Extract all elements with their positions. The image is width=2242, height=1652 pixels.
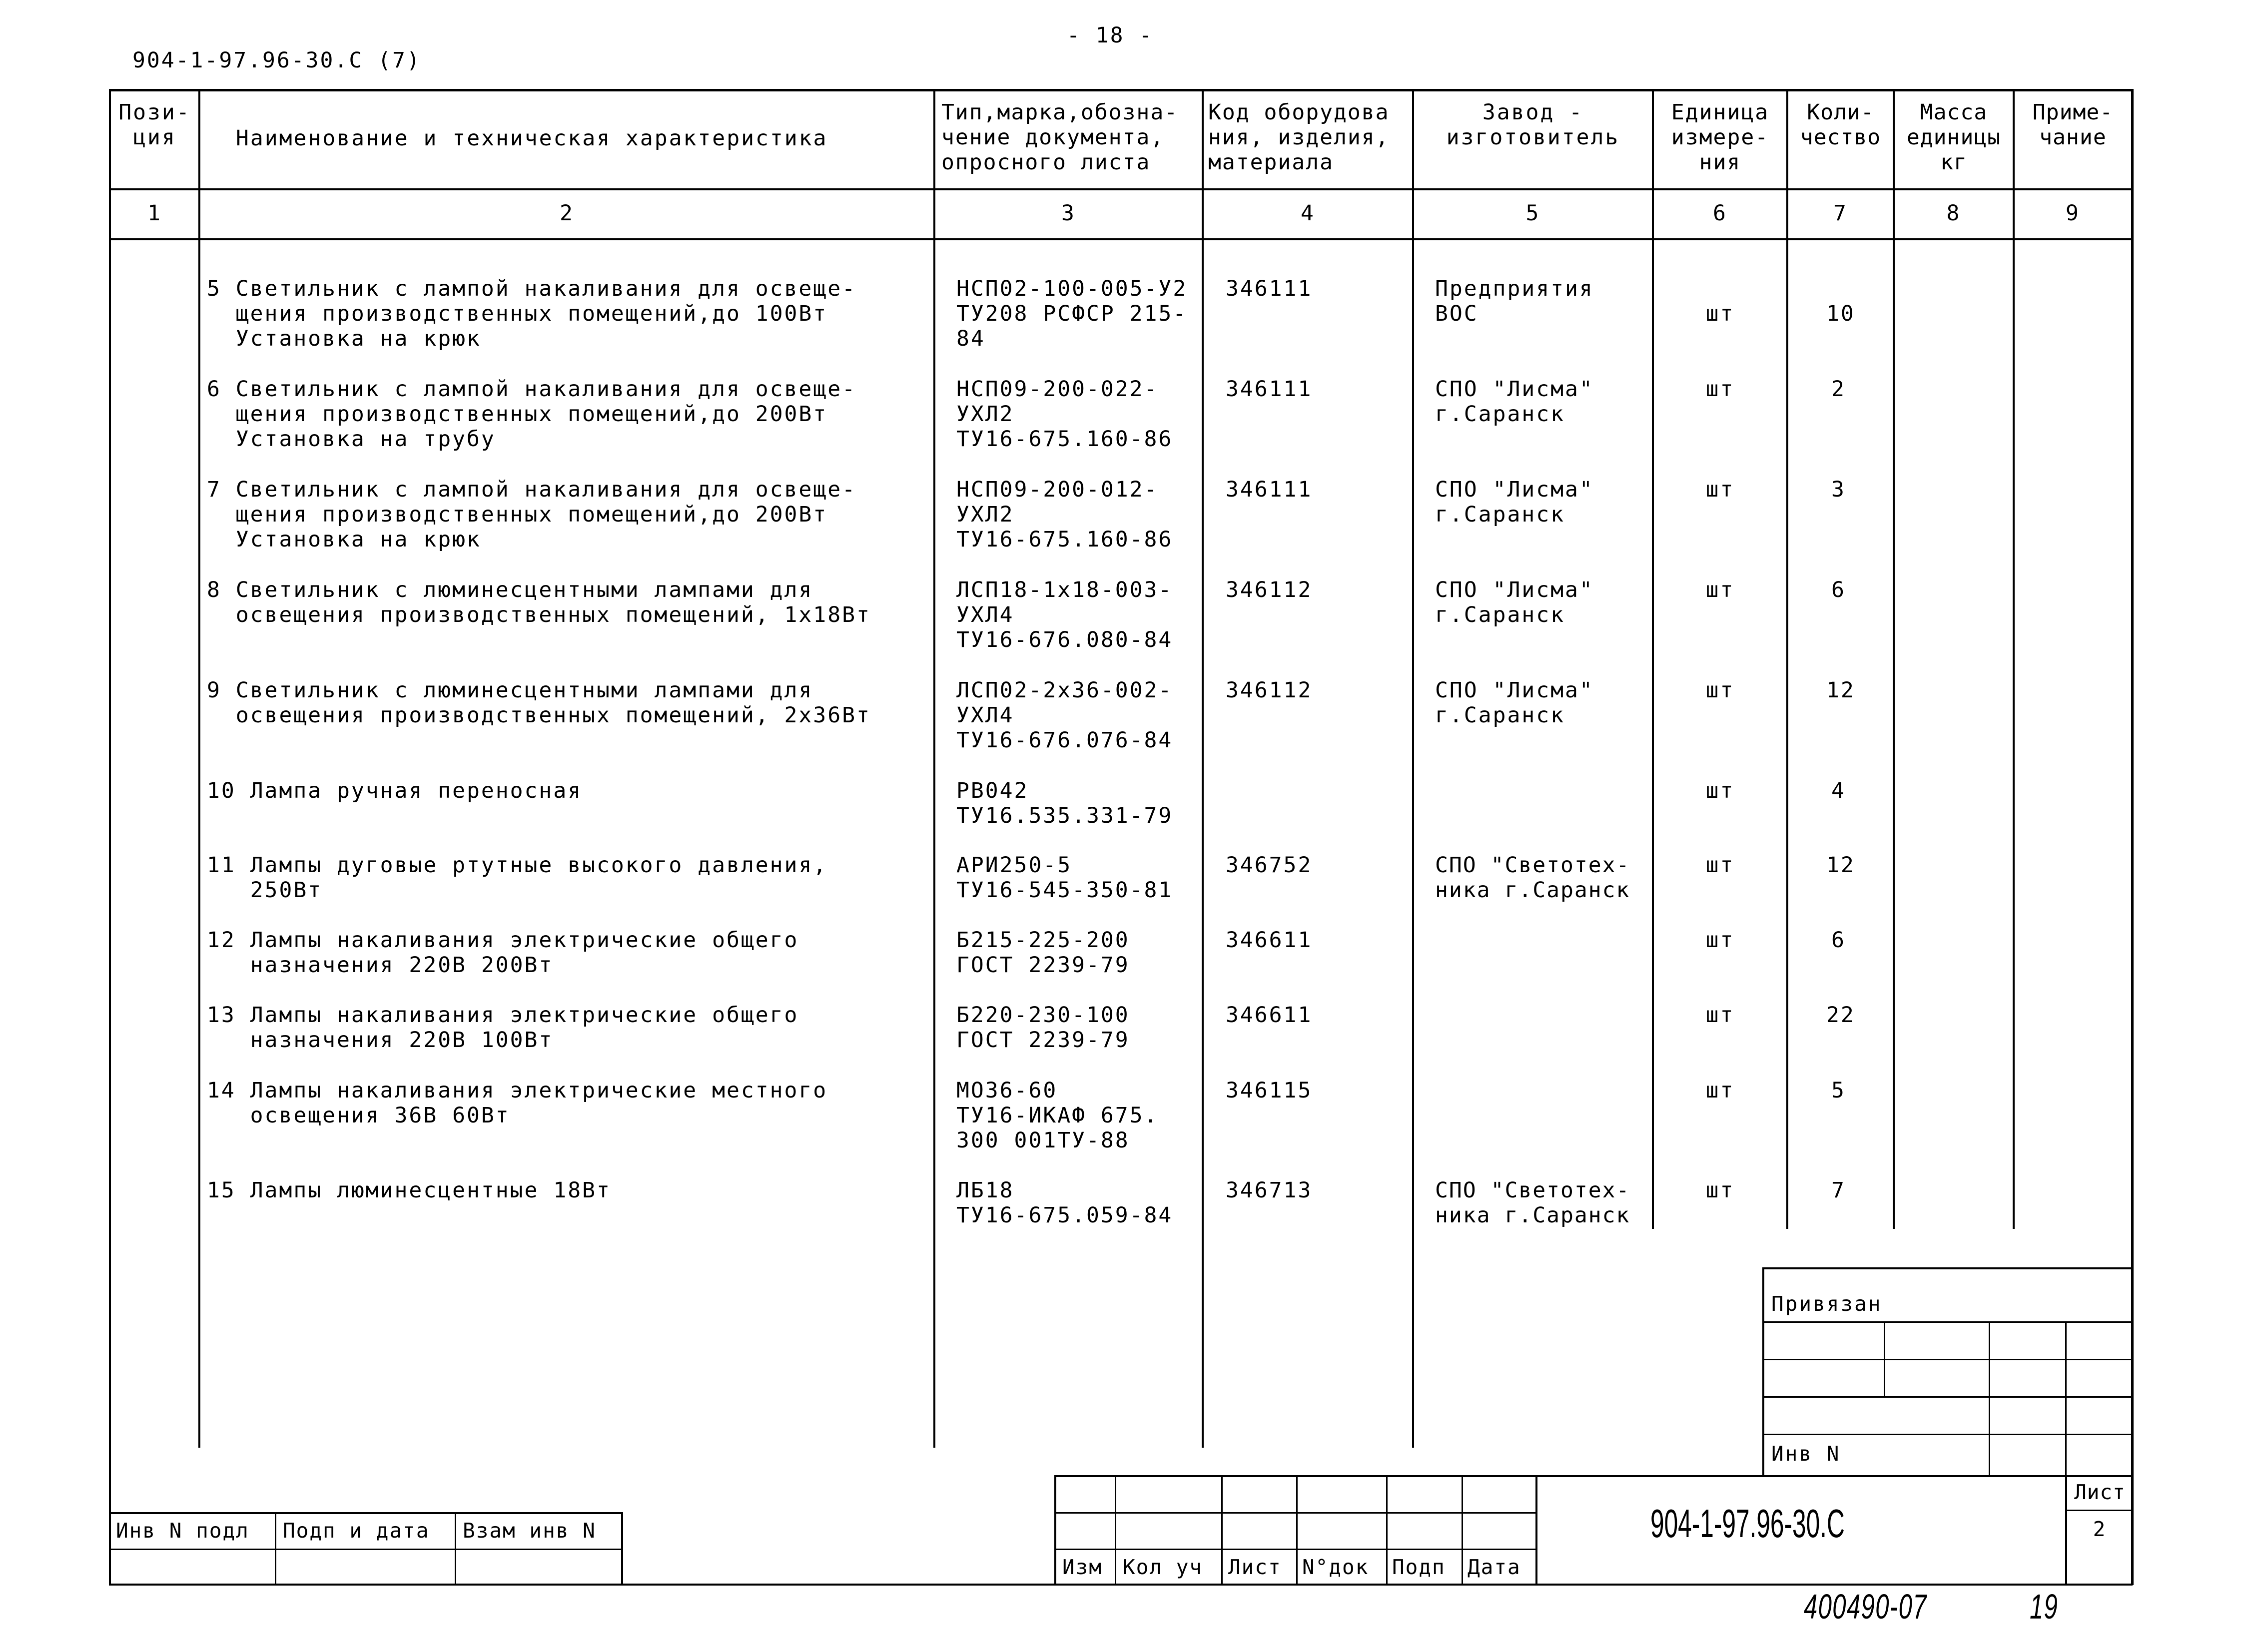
- left-stamp-right: [621, 1512, 623, 1585]
- sheet-row: [2065, 1510, 2133, 1511]
- binding-row-1: [1762, 1321, 2133, 1323]
- row-maker: СПО "Лисма" г.Саранск: [1435, 377, 1594, 427]
- title-block-top: [1054, 1475, 2133, 1477]
- row-unit: шт: [1705, 377, 1735, 402]
- header-name: Наименование и техническая характеристика: [236, 126, 828, 151]
- row-unit: шт: [1705, 1003, 1735, 1028]
- colnum-8: 8: [1946, 201, 1961, 226]
- row-qty: 12: [1826, 853, 1855, 878]
- header-type: Тип,марка,обозна- чение документа, опросного листа: [941, 100, 1179, 175]
- colnum-2: 2: [560, 201, 574, 226]
- row-type: ЛСП02-2х36-002- УХЛ4 ТУ16-676.076-84: [956, 678, 1173, 753]
- izm-label: Изм: [1062, 1555, 1103, 1579]
- title-col-2: [1221, 1475, 1223, 1585]
- colnum-5: 5: [1525, 201, 1540, 226]
- row-unit: шт: [1705, 301, 1735, 326]
- title-col-6: [1535, 1475, 1537, 1585]
- row-type: ЛБ18 ТУ16-675.059-84: [956, 1178, 1173, 1228]
- binding-row-4: [1762, 1434, 2133, 1435]
- col-divider-8: [2013, 89, 2015, 1229]
- row-qty: 5: [1831, 1078, 1846, 1103]
- col-divider-7: [1893, 89, 1895, 1229]
- row-name: 10 Лампа ручная переносная: [207, 778, 583, 803]
- row-unit: шт: [1705, 1178, 1735, 1203]
- row-qty: 3: [1831, 477, 1846, 502]
- binding-row-3: [1762, 1396, 2133, 1398]
- row-name: 7 Светильник с лампой накаливания для освеще- щения производственных помещений,до 200Вт Установка на крюк: [207, 477, 856, 552]
- row-name: 8 Светильник с люминесцентными лампами для освещения производственных помещений, 1х18Вт: [207, 577, 871, 627]
- col-divider-2: [933, 89, 935, 1448]
- row-name: 14 Лампы накаливания электрические местного освещения 36В 60Вт: [207, 1078, 828, 1128]
- header-pos: Пози- ция: [118, 100, 191, 150]
- row-unit: шт: [1705, 778, 1735, 803]
- colnum-7: 7: [1833, 201, 1848, 226]
- list-label: Лист: [1228, 1555, 1282, 1579]
- title-col-5: [1462, 1475, 1463, 1585]
- document-designation: 904-1-97.96-30.С: [1650, 1501, 1845, 1546]
- title-col-3: [1296, 1475, 1298, 1585]
- header-note: Приме- чание: [2032, 100, 2114, 150]
- row-type: НСП09-200-022- УХЛ2 ТУ16-675.160-86: [956, 377, 1173, 452]
- left-stamp-mid: [109, 1549, 622, 1550]
- row-code: 346112: [1226, 678, 1313, 703]
- col-divider-1: [198, 89, 200, 1448]
- row-type: РВ042 ТУ16.535.331-79: [956, 778, 1173, 828]
- colnum-6: 6: [1713, 201, 1727, 226]
- header-unit: Единица измере- ния: [1671, 100, 1769, 175]
- title-row-1: [1054, 1512, 1536, 1514]
- title-row-2: [1054, 1549, 1536, 1550]
- binding-top: [1762, 1267, 2133, 1269]
- left-stamp-col-2: [455, 1512, 456, 1585]
- row-maker: СПО "Лисма" г.Саранск: [1435, 678, 1594, 728]
- table-top-border: [109, 89, 2133, 91]
- title-block-left: [1054, 1475, 1056, 1585]
- row-unit: шт: [1705, 678, 1735, 703]
- row-unit: шт: [1705, 853, 1735, 878]
- inv-repl-label: Взам инв N: [463, 1519, 596, 1543]
- col-divider-5: [1652, 89, 1654, 1229]
- binding-left: [1762, 1267, 1764, 1477]
- binding-col-3: [2065, 1321, 2067, 1477]
- row-code: 346611: [1226, 928, 1313, 953]
- row-qty: 6: [1831, 928, 1846, 953]
- row-name: 11 Лампы дуговые ртутные высокого давления, 250Вт: [207, 853, 828, 903]
- row-qty: 10: [1826, 301, 1855, 326]
- archive-number: 400490-07: [1804, 1587, 1927, 1626]
- row-maker: СПО "Светотех- ника г.Саранск: [1435, 853, 1630, 903]
- row-code: 346111: [1226, 377, 1313, 402]
- header-code: Код оборудова ния, изделия, материала: [1208, 100, 1390, 175]
- row-type: Б220-230-100 ГОСТ 2239-79: [956, 1003, 1130, 1053]
- kol-label: Кол уч: [1123, 1555, 1203, 1579]
- row-code: 346115: [1226, 1078, 1313, 1103]
- row-qty: 7: [1831, 1178, 1846, 1203]
- row-type: НСП09-200-012- УХЛ2 ТУ16-675.160-86: [956, 477, 1173, 552]
- binding-title: Привязан: [1771, 1292, 1882, 1316]
- data-label: Дата: [1468, 1555, 1521, 1579]
- row-maker: Предприятия ВОС: [1435, 276, 1594, 326]
- colnum-9: 9: [2066, 201, 2080, 226]
- row-code: 346611: [1226, 1003, 1313, 1028]
- row-code: 346111: [1226, 477, 1313, 502]
- row-maker: СПО "Светотех- ника г.Саранск: [1435, 1178, 1630, 1228]
- row-name: 13 Лампы накаливания электрические общего назначения 220В 100Вт: [207, 1003, 799, 1053]
- header-divider: [109, 188, 2133, 190]
- row-qty: 2: [1831, 377, 1846, 402]
- ndok-label: N°док: [1302, 1555, 1369, 1579]
- colnum-4: 4: [1301, 201, 1315, 226]
- binding-row-2: [1762, 1359, 2133, 1360]
- left-stamp-col-1: [275, 1512, 276, 1585]
- row-qty: 6: [1831, 577, 1846, 602]
- row-qty: 22: [1826, 1003, 1855, 1028]
- row-code: 346752: [1226, 853, 1313, 878]
- binding-inv: Инв N: [1771, 1442, 1841, 1466]
- table-left-border: [109, 89, 111, 1585]
- colnum-divider: [109, 238, 2133, 240]
- binding-col-1: [1884, 1321, 1885, 1396]
- row-type: Б215-225-200 ГОСТ 2239-79: [956, 928, 1130, 978]
- binding-col-2: [1989, 1321, 1990, 1477]
- inv-orig-label: Инв N подл: [116, 1519, 249, 1543]
- row-name: 15 Лампы люминесцентные 18Вт: [207, 1178, 611, 1203]
- header-mass: Масса единицы кг: [1906, 100, 2001, 175]
- colnum-3: 3: [1061, 201, 1076, 226]
- row-name: 12 Лампы накаливания электрические общего назначения 220В 200Вт: [207, 928, 799, 978]
- sheet-number: 2: [2093, 1517, 2107, 1541]
- row-name: 9 Светильник с люминесцентными лампами для освещения производственных помещений, 2х36Вт: [207, 678, 871, 728]
- row-maker: СПО "Лисма" г.Саранск: [1435, 577, 1594, 627]
- col-divider-3: [1202, 89, 1204, 1448]
- left-stamp-top: [109, 1512, 622, 1514]
- podp-label: Подп: [1392, 1555, 1446, 1579]
- row-type: АРИ250-5 ТУ16-545-350-81: [956, 853, 1173, 903]
- title-col-1: [1115, 1475, 1116, 1585]
- title-col-4: [1386, 1475, 1388, 1585]
- table-bottom-border: [109, 1584, 2133, 1586]
- row-name: 6 Светильник с лампой накаливания для освеще- щения производственных помещений,до 200Вт Установка на трубу: [207, 377, 856, 452]
- row-type: НСП02-100-005-У2 ТУ208 РСФСР 215- 84: [956, 276, 1188, 351]
- page-number: - 18 -: [1067, 23, 1154, 48]
- sign-date-label: Подп и дата: [283, 1519, 430, 1543]
- document-code: 904-1-97.96-30.С (7): [132, 48, 421, 73]
- row-maker: СПО "Лисма" г.Саранск: [1435, 477, 1594, 527]
- header-qty: Коли- чество: [1800, 100, 1881, 150]
- row-unit: шт: [1705, 928, 1735, 953]
- header-maker: Завод - изготовитель: [1446, 100, 1620, 150]
- table-right-border: [2131, 89, 2134, 1585]
- row-code: 346112: [1226, 577, 1313, 602]
- col-divider-6: [1786, 89, 1788, 1229]
- row-name: 5 Светильник с лампой накаливания для освеще- щения производственных помещений,до 100Вт Установка на крюк: [207, 276, 856, 351]
- row-qty: 4: [1831, 778, 1846, 803]
- row-code: 346111: [1226, 276, 1313, 301]
- archive-page: 19: [2030, 1587, 2059, 1626]
- col-divider-4: [1412, 89, 1414, 1448]
- row-unit: шт: [1705, 577, 1735, 602]
- row-type: ЛСП18-1х18-003- УХЛ4 ТУ16-676.080-84: [956, 577, 1173, 652]
- sheet-label: Лист: [2074, 1480, 2126, 1504]
- row-qty: 12: [1826, 678, 1855, 703]
- row-unit: шт: [1705, 477, 1735, 502]
- row-code: 346713: [1226, 1178, 1313, 1203]
- colnum-1: 1: [147, 201, 162, 226]
- row-unit: шт: [1705, 1078, 1735, 1103]
- row-type: МО36-60 ТУ16-ИКАФ 675. 300 001ТУ-88: [956, 1078, 1159, 1153]
